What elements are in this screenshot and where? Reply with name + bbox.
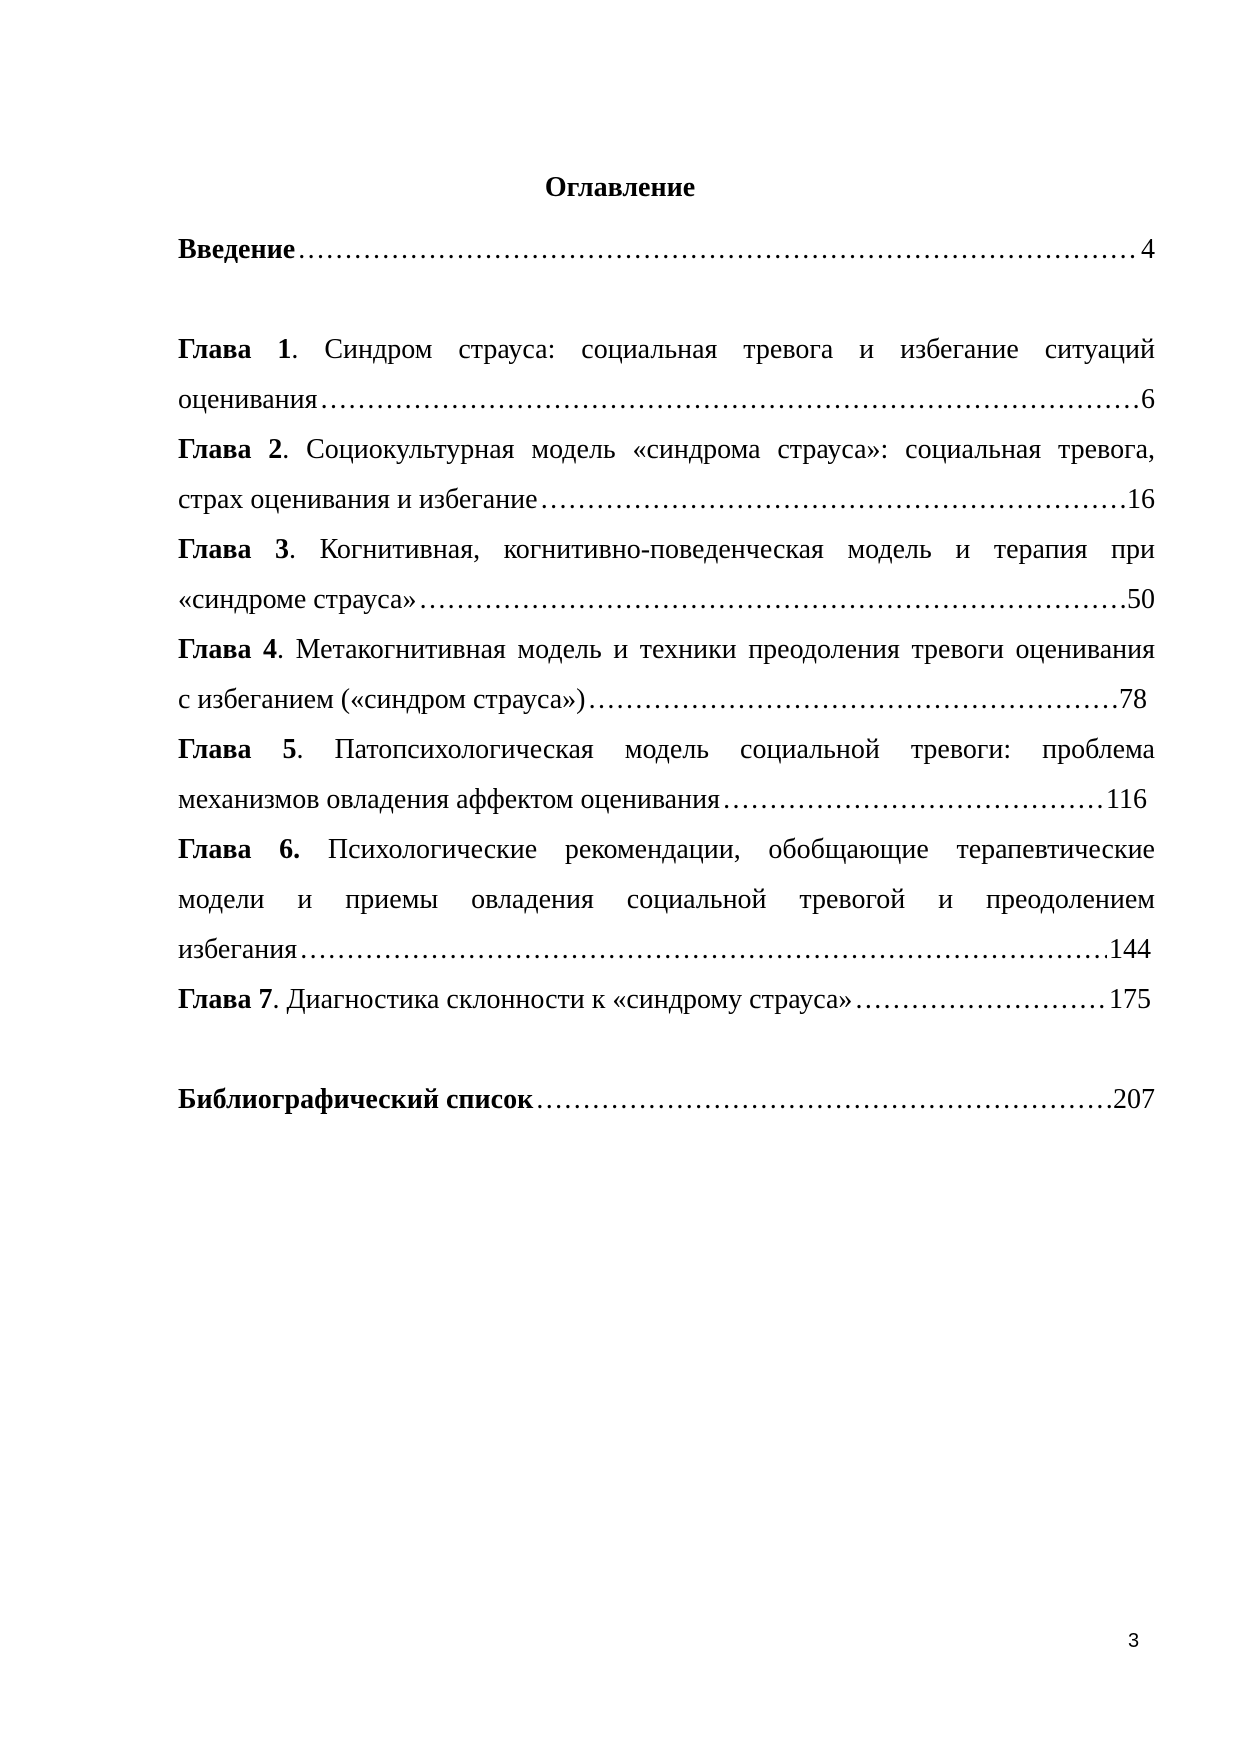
toc-leader-dots [535, 1075, 1111, 1125]
toc-page-number: 16 [1127, 484, 1155, 515]
toc-leader-dots [297, 225, 1139, 275]
toc-entry-label: Глава 4 [178, 634, 278, 665]
toc-entry-label: Глава 7 [178, 984, 273, 1015]
toc-page-number: 4 [1141, 234, 1155, 265]
toc-entry-last-line: избегания ………………………………………………………………………………………………………………………………………………………………………………………… 144 [178, 925, 1151, 975]
toc-leader-dots [540, 475, 1125, 525]
toc-leader-dots [320, 375, 1139, 425]
toc-leader-dots [418, 575, 1125, 625]
toc-entry-label: Введение [178, 234, 296, 265]
toc-entry-text: Глава 1. Синдром страуса: социальная тревога и избегание ситуаций [178, 334, 1155, 365]
toc-leader-dots [299, 925, 1107, 975]
toc-entry-last-line: механизмов овладения аффектом оценивания ………………………………………………………………………………………………………………………………………………………………………………………… 116 [178, 775, 1147, 825]
toc-entry-chapter-4[interactable] [178, 625, 1155, 725]
toc-entry-label: Глава 5 [178, 734, 297, 765]
toc-page-number: 78 [1119, 684, 1147, 715]
toc-entry-label: Глава 1 [178, 334, 292, 365]
toc-page-number: 144 [1109, 934, 1151, 965]
toc-page-number: 207 [1113, 1084, 1155, 1115]
toc-page-number: 116 [1106, 784, 1147, 815]
toc-entry-chapter-1[interactable] [178, 325, 1155, 425]
toc-entry-text: Глава 6. Психологические рекомендации, обобщающие терапевтические [178, 834, 1155, 865]
toc-page-number: 50 [1127, 584, 1155, 615]
toc-entry-last-line: страх оценивания и избегание ………………………………………………………………………………………………………………………………………………………………………………………… 16 [178, 475, 1155, 525]
toc-entry-text: Глава 2. Социокультурная модель «синдрома страуса»: социальная тревога, [178, 434, 1155, 465]
toc-leader-dots [588, 675, 1118, 725]
toc-entry-chapter-5[interactable] [178, 725, 1155, 825]
toc-entry-label: Глава 2 [178, 434, 283, 465]
page-title: Оглавление [544, 172, 696, 203]
toc-entry-text: Глава 4. Метакогнитивная модель и техники преодоления тревоги оценивания [178, 634, 1155, 665]
toc-entry-chapter-3[interactable] [178, 525, 1155, 625]
toc-entry-introduction[interactable] [178, 225, 1155, 275]
toc-entry-label: Глава 3 [178, 534, 290, 565]
toc-page-number: 175 [1109, 984, 1151, 1015]
toc-leader-dots [854, 975, 1107, 1025]
toc-entry-chapter-2[interactable] [178, 425, 1155, 525]
toc-entry-last-line: «синдроме страуса» ………………………………………………………………………………………………………………………………………………………………………………………… 50 [178, 575, 1155, 625]
toc-entry-text: Глава 3. Когнитивная, когнитивно-поведенческая модель и терапия при [178, 534, 1155, 565]
toc-leader-dots [722, 775, 1104, 825]
page-number: 3 [1128, 1630, 1140, 1652]
toc-entry-chapter-7[interactable]: Глава 7. Диагностика склонности к «синдрому страуса» ………………………………………………………………………………………………………………………………………………………………………………………… 175 [178, 975, 1151, 1025]
toc-page-number: 6 [1141, 384, 1155, 415]
toc-entry-last-line: оценивания ………………………………………………………………………………………………………………………………………………………………………………………… 6 [178, 375, 1155, 425]
toc-entry-label: Глава 6. [178, 834, 301, 865]
toc-entry-label: Библиографический список [178, 1084, 534, 1115]
toc-entry-last-line: с избеганием («синдром страуса») ………………………………………………………………………………………………………………………………………………………………………………………… 78 [178, 675, 1147, 725]
toc-entry-text: Глава 5. Патопсихологическая модель социальной тревоги: проблема [178, 734, 1155, 765]
toc-entry-bibliography[interactable] [178, 1075, 1155, 1125]
toc-entry-text-continued: модели и приемы овладения социальной тревогой и преодолением [178, 884, 1155, 915]
table-of-contents [178, 225, 1155, 1125]
toc-entry-chapter-6[interactable] [178, 825, 1155, 975]
